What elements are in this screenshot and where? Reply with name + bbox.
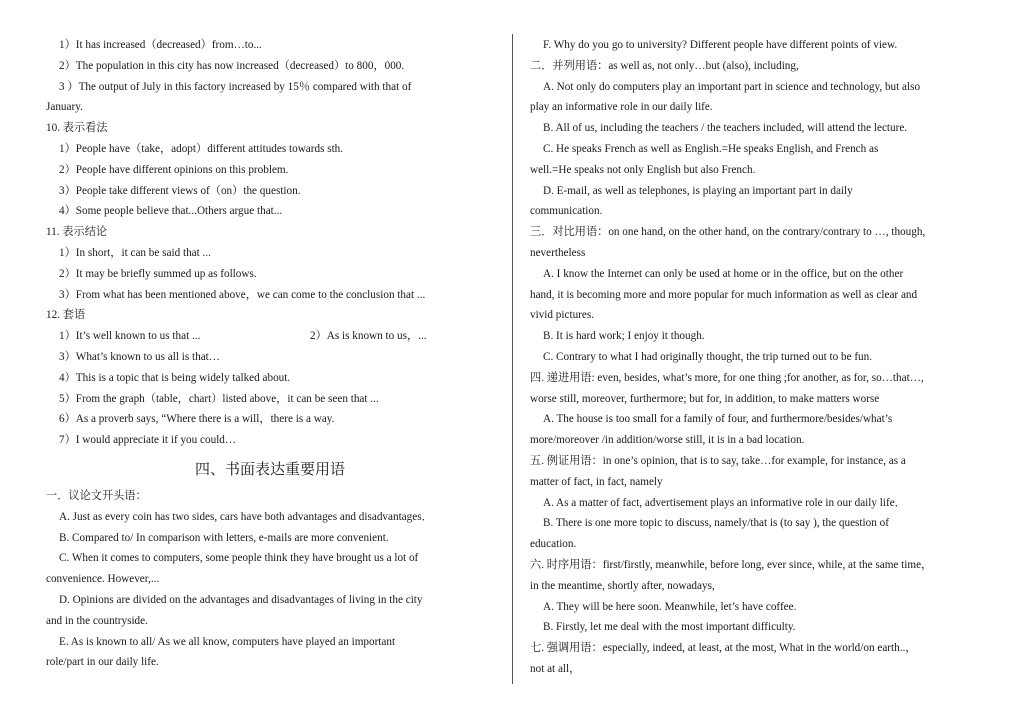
text-line: play an informative role in our daily life. bbox=[530, 101, 713, 114]
text-line: nevertheless bbox=[530, 246, 586, 259]
text-line: A. The house is too small for a family of four, and furthermore/besides/what’s bbox=[543, 413, 893, 426]
text-line: F. Why do you go to university? Different people have different points of view. bbox=[543, 39, 898, 51]
text-line: 2）It may be briefly summed up as follows. bbox=[59, 267, 257, 280]
text-line: A. As a matter of fact, advertisement plays an informative role in our daily life． bbox=[543, 496, 906, 509]
section-heading: 六. 时序用语：first/firstly, meanwhile, before long, ever since, while, at the same time， bbox=[530, 558, 933, 571]
text-line: January. bbox=[46, 101, 83, 114]
section-heading: 七. 强调用语：especially, indeed, at least, at the most, What in the world/on earth..， bbox=[530, 642, 917, 655]
text-line: 4）Some people believe that...Others argue that... bbox=[59, 205, 283, 218]
text-line: C. When it comes to computers, some people think they have brought us a lot of bbox=[59, 552, 419, 565]
text-line: B. Compared to/ In comparison with letters, e-mails are more convenient. bbox=[59, 531, 389, 544]
text-line: B. There is one more topic to discuss, namely/that is (to say ), the question of bbox=[543, 517, 889, 530]
section-heading: 三．对比用语：on one hand, on the other hand, on the contrary/contrary to …, though, bbox=[530, 226, 926, 239]
text-line: more/moreover /in addition/worse still, it is in a bad location. bbox=[530, 434, 805, 447]
text-line: not at all， bbox=[530, 662, 581, 675]
text-line: 3）From what has been mentioned above，we can come to the conclusion that ... bbox=[59, 288, 426, 301]
section-heading: 五. 例证用语：in one’s opinion, that is to say, take…for example, for instance, as a bbox=[530, 454, 906, 467]
text-line: 3）People take different views of（on）the question. bbox=[59, 184, 301, 197]
text-line: C. He speaks French as well as English.=He speaks English, and French as bbox=[543, 142, 879, 155]
text-line: communication. bbox=[530, 205, 603, 218]
text-line: 6）As a proverb says, “Where there is a will，there is a way. bbox=[59, 413, 335, 426]
text-line: B. All of us, including the teachers / the teachers included, will attend the lecture. bbox=[543, 122, 908, 135]
text-line: B. Firstly, let me deal with the most important difficulty. bbox=[543, 621, 796, 634]
text-line: education. bbox=[530, 538, 577, 551]
text-line: matter of fact, in fact, namely bbox=[530, 475, 663, 488]
text-line: A. Not only do computers play an important part in science and technology, but also bbox=[543, 80, 921, 93]
text-line-pair bbox=[46, 326, 494, 347]
text-line: A. They will be here soon. Meanwhile, let’s have coffee. bbox=[543, 600, 797, 613]
text-line: 1）In short，it can be said that ... bbox=[59, 246, 211, 259]
text-line: 4）This is a topic that is being widely talked about. bbox=[59, 371, 291, 384]
text-line: and in the countryside. bbox=[46, 614, 148, 627]
text-line: 7）I would appreciate it if you could… bbox=[59, 434, 237, 447]
text-line: role/part in our daily life. bbox=[46, 656, 159, 669]
text-line: 3 ）The output of July in this factory increased by 15％ compared with that of bbox=[59, 80, 412, 93]
text-line: A. Just as every coin has two sides, cars have both advantages and disadvantages． bbox=[59, 510, 433, 523]
text-line: convenience. However,... bbox=[46, 573, 160, 586]
text-line: 3）What’s known to us all is that… bbox=[59, 350, 220, 363]
text-line: C. Contrary to what I had originally thought, the trip turned out to be fun. bbox=[543, 350, 873, 363]
text-line: worse still, moreover, furthermore; but for, in addition, to make matters worse bbox=[530, 392, 880, 405]
section-heading: 10. 表示看法 bbox=[46, 122, 108, 135]
section-heading: 四. 递进用语: even, besides, what’s more, for one thing ;for another, as for, so…that…, bbox=[530, 371, 924, 384]
text-line: hand, it is becoming more and more popular for much information as well as clear and bbox=[530, 288, 918, 301]
text-line: in the meantime, shortly after, nowadays, bbox=[530, 579, 715, 592]
left-column bbox=[46, 35, 494, 673]
section-heading: 11. 表示结论 bbox=[46, 226, 108, 239]
right-column bbox=[530, 35, 982, 680]
section-heading: 二．并列用语：as well as, not only…but (also), including, bbox=[530, 59, 799, 72]
text-line: well.=He speaks not only English but also French. bbox=[530, 163, 756, 176]
text-line: B. It is hard work; I enjoy it though. bbox=[543, 330, 705, 343]
page-section-title: 四、书面表达重要用语 bbox=[194, 461, 345, 478]
text-line: A. I know the Internet can only be used at home or in the office, but on the other bbox=[543, 267, 904, 280]
text-line: E. As is known to all/ As we all know, computers have played an important bbox=[59, 635, 396, 648]
section-heading: 12. 套语 bbox=[46, 309, 86, 322]
text-line: 2）People have different opinions on this problem. bbox=[59, 163, 289, 176]
text-line: 1）People have（take，adopt）different attitudes towards sth. bbox=[59, 142, 344, 155]
text-line: vivid pictures. bbox=[530, 309, 595, 322]
section-heading: 一．议论文开头语： bbox=[46, 489, 147, 502]
text-line: 1）It has increased（decreased）from…to... bbox=[59, 39, 262, 51]
text-line: 2）As is known to us，... bbox=[310, 330, 427, 343]
text-line: 5）From the graph（table，chart）listed above，it can be seen that ... bbox=[59, 392, 379, 405]
text-line: 1）It’s well known to us that ... bbox=[59, 330, 201, 343]
column-divider bbox=[512, 34, 513, 684]
text-line: D. E-mail, as well as telephones, is playing an important part in daily bbox=[543, 184, 853, 197]
text-line: 2）The population in this city has now increased（decreased）to 800，000. bbox=[59, 59, 405, 72]
text-line: D. Opinions are divided on the advantages and disadvantages of living in the city bbox=[59, 593, 423, 606]
